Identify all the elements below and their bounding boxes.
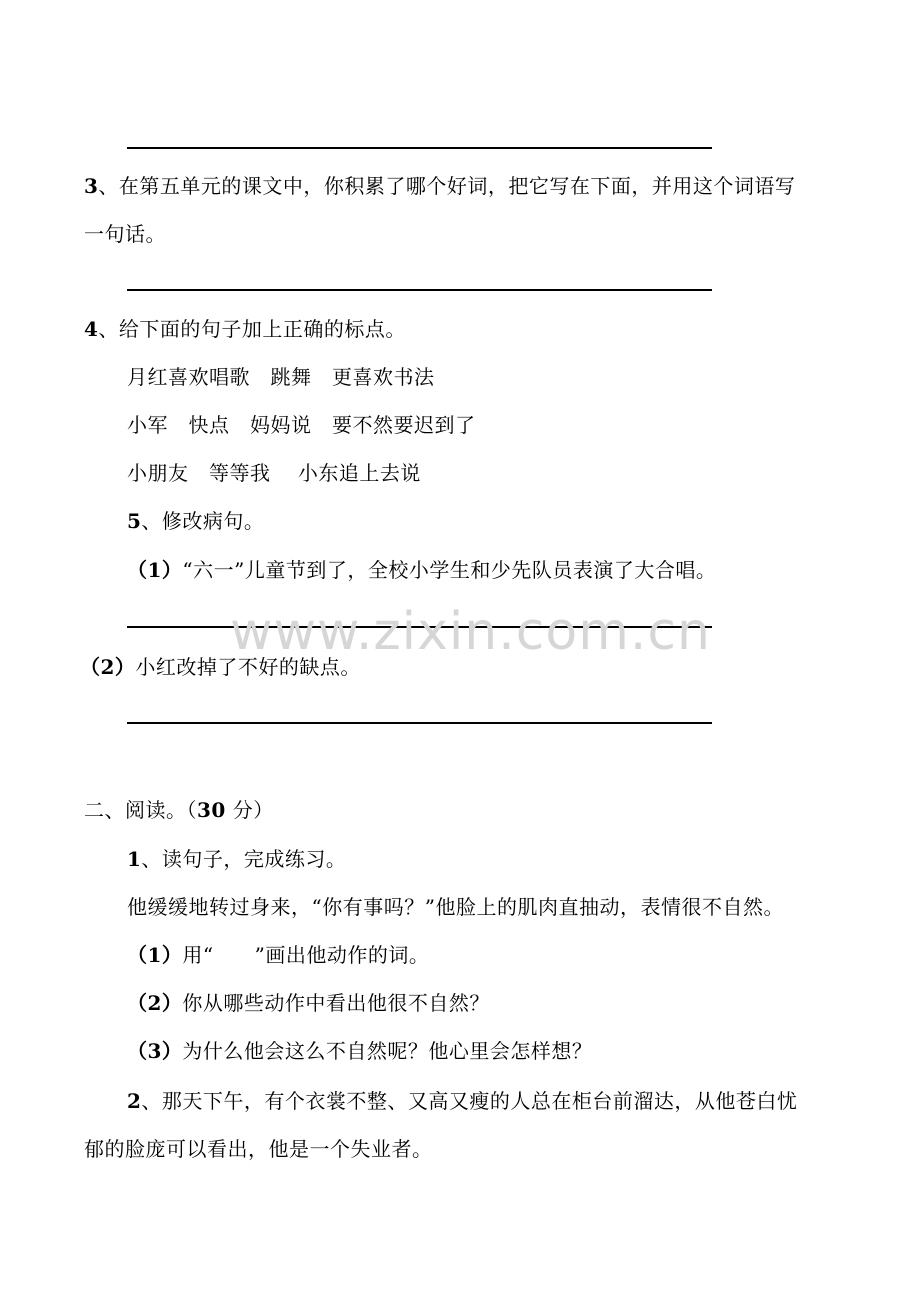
question-4-number: 4	[84, 317, 99, 341]
question-3-line-1	[84, 173, 795, 199]
reading-2-text-1: 、那天下午，有个衣裳不整、又高又瘦的人总在柜台前溜达，从他苍白忧	[141, 1089, 798, 1113]
reading-1-number: 1	[127, 847, 142, 871]
answer-line-4[interactable]	[127, 722, 712, 724]
question-4-sentence-2: 小军 快点 妈妈说 要不然要迟到了	[127, 413, 476, 437]
reading-1-question-2-text: 你从哪些动作中看出他很不自然？	[182, 991, 490, 1015]
reading-1-question-1-number: （1）	[127, 943, 183, 967]
reading-1-question-3	[127, 1038, 592, 1064]
reading-1-question-1-text: 用“ ”画出他动作的词。	[182, 943, 430, 967]
question-5-item-2	[80, 654, 361, 680]
question-4-title	[84, 316, 406, 342]
reading-1-question-3-number: （3）	[127, 1039, 183, 1063]
question-4-sentence-1: 月红喜欢唱歌 跳舞 更喜欢书法	[127, 365, 435, 389]
reading-2-line-2: 郁的脸庞可以看出，他是一个失业者。	[84, 1137, 433, 1161]
question-3-line-2	[84, 221, 166, 247]
reading-2-line-1	[127, 1088, 797, 1114]
section-2-title-end: 分）	[225, 798, 274, 822]
answer-line-2[interactable]	[127, 289, 712, 291]
question-3-number: 3	[84, 174, 99, 198]
question-5-number: 5	[127, 509, 142, 533]
question-5-item-1	[127, 557, 716, 583]
reading-1-title	[127, 846, 346, 872]
reading-1-question-2-number: （2）	[127, 991, 183, 1015]
question-3-text-2: 一句话。	[84, 222, 166, 246]
section-2-heading	[84, 797, 274, 823]
section-2-score: 30	[197, 798, 226, 822]
reading-1-title-text: 、读句子，完成练习。	[141, 847, 347, 871]
reading-1-question-2	[127, 990, 490, 1016]
question-5-item-1-number: （1）	[127, 558, 183, 582]
question-5-item-2-text: 小红改掉了不好的缺点。	[135, 655, 361, 679]
question-4-title-text: 、给下面的句子加上正确的标点。	[98, 317, 406, 341]
watermark: www.zixin.com.cn	[230, 602, 711, 662]
reading-1-question-1	[127, 942, 429, 968]
question-3-text-1: 、在第五单元的课文中，你积累了哪个好词，把它写在下面，并用这个词语写	[98, 174, 796, 198]
question-5-title	[127, 508, 264, 534]
question-5-title-text: 、修改病句。	[141, 509, 265, 533]
question-4-sentence-3: 小朋友 等等我 小东追上去说	[127, 461, 421, 485]
answer-line-1[interactable]	[127, 147, 712, 149]
question-5-item-1-text: “六一”儿童节到了，全校小学生和少先队员表演了大合唱。	[182, 558, 717, 582]
reading-2-number: 2	[127, 1089, 142, 1113]
answer-line-3[interactable]	[127, 626, 712, 628]
section-2-title: 二、阅读。（	[84, 798, 197, 822]
reading-1-sentence: 他缓缓地转过身来，“你有事吗？”他脸上的肌肉直抽动，表情很不自然。	[127, 895, 784, 919]
question-5-item-2-number: （2）	[80, 655, 136, 679]
reading-1-question-3-text: 为什么他会这么不自然呢？他心里会怎样想？	[182, 1039, 593, 1063]
